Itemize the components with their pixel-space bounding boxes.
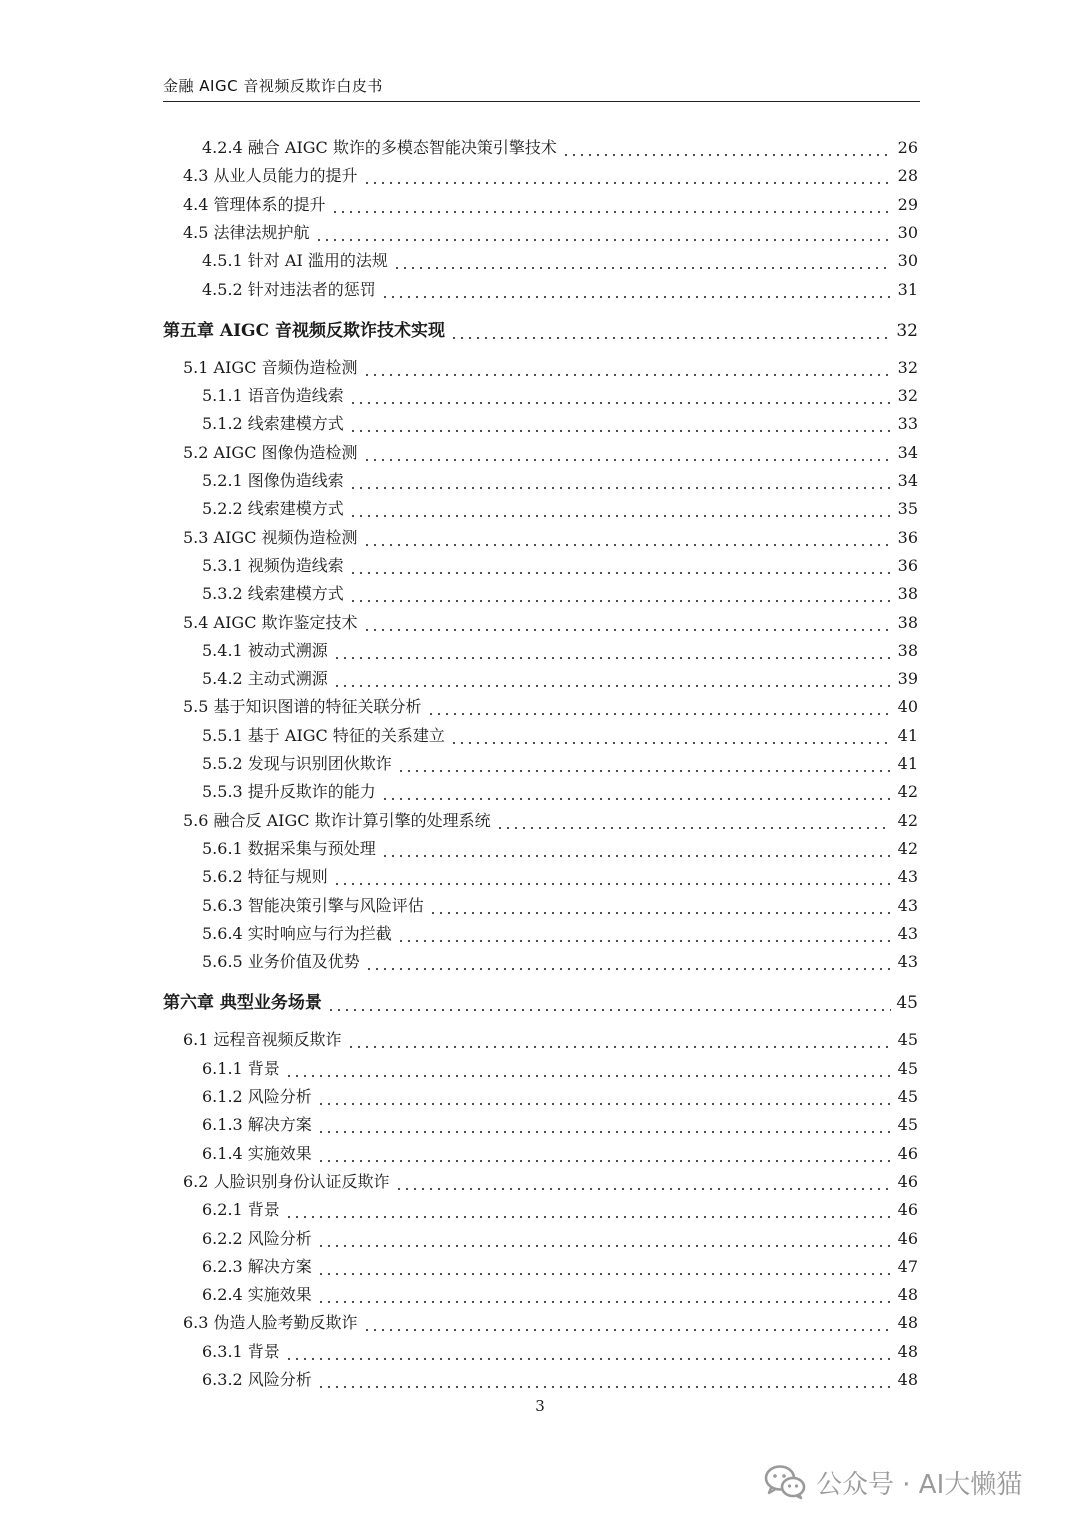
toc-dot-leader xyxy=(363,528,891,548)
toc-entry-row xyxy=(183,162,918,186)
toc-entry-row xyxy=(202,665,918,689)
toc-entry-title: 5.3.1 视频伪造线索 xyxy=(202,555,344,575)
toc-page-number: 32 xyxy=(897,357,918,377)
toc-entry-title: 6.3 伪造人脸考勤反欺诈 xyxy=(183,1313,358,1333)
toc-page-number: 43 xyxy=(897,952,918,972)
toc-page-number: 26 xyxy=(897,138,918,157)
toc-entry-title: 5.4 AIGC 欺诈鉴定技术 xyxy=(183,612,358,632)
toc-dot-leader xyxy=(363,443,891,463)
toc-page-number: 48 xyxy=(897,1313,918,1333)
toc-entry-title: 5.3 AIGC 视频伪造检测 xyxy=(183,527,358,547)
toc-entry-title: 5.5.2 发现与识别团伙欺诈 xyxy=(202,754,392,773)
toc-entry-row xyxy=(183,191,918,215)
wechat-icon xyxy=(762,1462,808,1502)
toc-entry-row xyxy=(202,892,918,916)
toc-entry-row xyxy=(202,920,918,944)
toc-entry-title: 5.5.1 基于 AIGC 特征的关系建立 xyxy=(202,725,445,745)
toc-entry-row xyxy=(183,1168,918,1192)
toc-entry-title: 5.6.4 实时响应与行为拦截 xyxy=(202,923,392,943)
toc-dot-leader xyxy=(349,471,891,491)
toc-page-number: 42 xyxy=(897,782,918,802)
toc-entry-title: 第六章 典型业务场景 xyxy=(163,993,322,1014)
toc-page-number: 45 xyxy=(897,1030,918,1050)
toc-entry-row xyxy=(202,552,918,576)
toc-entry-title: 5.5 基于知识图谱的特征关联分析 xyxy=(183,697,422,717)
toc-entry-row xyxy=(183,1309,918,1333)
toc-entry-row xyxy=(202,948,918,972)
toc-entry-row xyxy=(183,354,918,378)
toc-entry-row xyxy=(202,382,918,406)
toc-dot-leader xyxy=(349,386,891,406)
toc-entry-title: 6.1 远程音视频反欺诈 xyxy=(183,1030,342,1050)
toc-entry-title: 4.5.1 针对 AI 滥用的法规 xyxy=(202,251,388,271)
toc-page-number: 43 xyxy=(897,923,918,943)
toc-page-number: 32 xyxy=(896,320,918,341)
toc-page-number: 30 xyxy=(897,222,918,242)
toc-entry-title: 4.5 法律法规护航 xyxy=(183,222,310,242)
toc-entry-title: 5.6.1 数据采集与预处理 xyxy=(202,838,376,858)
toc-page-number: 40 xyxy=(897,697,918,717)
toc-dot-leader xyxy=(285,1342,891,1362)
toc-page-number: 34 xyxy=(897,471,918,490)
toc-entry-row xyxy=(183,609,918,633)
toc-dot-leader xyxy=(331,195,891,215)
toc-entry-title: 5.4.1 被动式溯源 xyxy=(202,640,328,660)
toc-dot-leader xyxy=(333,641,891,661)
toc-dot-leader xyxy=(317,1370,891,1390)
toc-page-number: 46 xyxy=(897,1143,918,1163)
toc-entry-row xyxy=(202,1253,918,1277)
toc-page-number: 42 xyxy=(897,838,918,858)
toc-entry-title: 5.5.3 提升反欺诈的能力 xyxy=(202,782,376,802)
toc-page-number: 30 xyxy=(897,251,918,271)
toc-dot-leader xyxy=(395,1172,891,1192)
toc-entry-title: 6.2 人脸识别身份认证反欺诈 xyxy=(183,1171,390,1191)
toc-dot-leader xyxy=(349,414,891,434)
toc-page-number: 38 xyxy=(897,612,918,632)
toc-page-number: 28 xyxy=(897,166,918,186)
toc-entry-row xyxy=(183,439,918,463)
toc-dot-leader xyxy=(317,1229,891,1249)
toc-entry-title: 5.2 AIGC 图像伪造检测 xyxy=(183,442,358,462)
toc-entry-title: 4.5.2 针对违法者的惩罚 xyxy=(202,279,376,299)
toc-dot-leader xyxy=(397,924,891,944)
toc-dot-leader xyxy=(363,358,891,378)
toc-entry-row xyxy=(202,637,918,661)
toc-entry-row xyxy=(202,410,918,434)
toc-entry-title: 5.6.2 特征与规则 xyxy=(202,867,328,887)
toc-entry-title: 4.2.4 融合 AIGC 欺诈的多模态智能决策引擎技术 xyxy=(202,138,557,157)
toc-entry-title: 6.2.2 风险分析 xyxy=(202,1228,312,1248)
toc-dot-leader xyxy=(381,839,891,859)
toc-page-number: 38 xyxy=(897,584,918,604)
toc-page-number: 42 xyxy=(897,810,918,830)
toc-chapter-row xyxy=(163,315,918,341)
toc-entry-title: 6.3.2 风险分析 xyxy=(202,1370,312,1389)
toc-dot-leader xyxy=(285,1059,891,1079)
toc-page-number: 41 xyxy=(897,725,918,745)
toc-page-number: 39 xyxy=(897,669,918,689)
toc-entry-title: 6.2.1 背景 xyxy=(202,1200,280,1220)
toc-dot-leader xyxy=(429,896,891,916)
toc-dot-leader xyxy=(393,251,891,271)
toc-page-number: 48 xyxy=(897,1285,918,1305)
toc-entry-title: 5.1.2 线索建模方式 xyxy=(202,414,344,434)
toc-dot-leader xyxy=(317,1087,891,1107)
toc-entry-row xyxy=(183,693,918,717)
toc-dot-leader xyxy=(349,556,891,576)
toc-page-number: 43 xyxy=(897,895,918,915)
toc-entry-row xyxy=(202,247,918,271)
toc-dot-leader xyxy=(327,993,891,1013)
toc-entry-title: 5.6.3 智能决策引擎与风险评估 xyxy=(202,895,424,915)
toc-entry-title: 5.6 融合反 AIGC 欺诈计算引擎的处理系统 xyxy=(183,810,491,830)
toc-page-number: 33 xyxy=(897,414,918,434)
toc-entry-title: 6.2.4 实施效果 xyxy=(202,1285,312,1305)
toc-dot-leader xyxy=(317,1115,891,1135)
watermark-text: 公众号 · AI大懒猫 xyxy=(816,1469,1023,1500)
toc-entry-row xyxy=(202,467,918,491)
toc-entry-title: 6.1.1 背景 xyxy=(202,1058,280,1078)
header-title: 金融 AIGC 音视频反欺诈白皮书 xyxy=(163,77,383,95)
toc-entry-row xyxy=(202,1196,918,1220)
toc-entry-row xyxy=(202,1083,918,1107)
toc-entry-title: 5.1.1 语音伪造线索 xyxy=(202,386,344,406)
toc-dot-leader xyxy=(363,613,891,633)
toc-dot-leader xyxy=(317,1285,891,1305)
toc-page-number: 45 xyxy=(897,1058,918,1078)
toc-dot-leader xyxy=(381,280,891,300)
page-header xyxy=(163,75,920,102)
toc-page-number: 34 xyxy=(897,442,918,462)
toc-page-number: 36 xyxy=(897,555,918,575)
toc-dot-leader xyxy=(315,223,891,243)
toc-entry-row xyxy=(202,1366,918,1390)
watermark xyxy=(762,1462,1022,1502)
toc-page-number: 35 xyxy=(897,499,918,519)
toc-entry-row xyxy=(183,219,918,243)
toc-entry-row xyxy=(183,524,918,548)
toc-entry-title: 6.1.4 实施效果 xyxy=(202,1143,312,1163)
page-number: 3 xyxy=(535,1397,545,1415)
toc-page-number: 48 xyxy=(897,1341,918,1361)
toc-entry-title: 6.3.1 背景 xyxy=(202,1341,280,1361)
toc-entry-row xyxy=(202,1281,918,1305)
toc-entry-title: 5.2.2 线索建模方式 xyxy=(202,499,344,519)
toc-dot-leader xyxy=(381,782,891,802)
toc-dot-leader xyxy=(427,697,891,717)
toc-entry-row xyxy=(202,1111,918,1135)
toc-page-number: 32 xyxy=(897,386,918,406)
toc-page-number: 45 xyxy=(897,1115,918,1135)
toc-dot-leader xyxy=(363,1313,891,1333)
toc-entry-row xyxy=(202,1225,918,1249)
toc-dot-leader xyxy=(562,138,891,158)
toc-entry-row xyxy=(183,1026,918,1050)
toc-entry-title: 6.1.2 风险分析 xyxy=(202,1087,312,1106)
toc-entry-row xyxy=(202,722,918,746)
toc-entry-title: 5.3.2 线索建模方式 xyxy=(202,584,344,604)
toc-entry-row xyxy=(202,750,918,774)
toc-dot-leader xyxy=(397,754,891,774)
toc-page-number: 45 xyxy=(896,993,918,1014)
toc-page-number: 31 xyxy=(897,279,918,299)
toc-entry-title: 6.2.3 解决方案 xyxy=(202,1256,312,1276)
toc-dot-leader xyxy=(496,811,891,831)
toc-dot-leader xyxy=(450,321,891,341)
toc-page-number: 43 xyxy=(897,867,918,887)
toc-entry-row xyxy=(202,495,918,519)
toc-page-number: 41 xyxy=(897,754,918,773)
toc-dot-leader xyxy=(363,166,891,186)
toc-entry-row xyxy=(202,580,918,604)
toc-entry-row xyxy=(202,1140,918,1164)
toc-page-number: 47 xyxy=(897,1256,918,1276)
toc-entry-title: 6.1.3 解决方案 xyxy=(202,1115,312,1135)
toc-entry-title: 4.3 从业人员能力的提升 xyxy=(183,166,358,186)
toc-dot-leader xyxy=(317,1257,891,1277)
toc-dot-leader xyxy=(285,1200,891,1220)
toc-dot-leader xyxy=(349,584,891,604)
toc-entry-row xyxy=(183,807,918,831)
toc-dot-leader xyxy=(349,499,891,519)
toc-entry-title: 5.2.1 图像伪造线索 xyxy=(202,471,344,490)
toc-chapter-row xyxy=(163,987,918,1013)
toc-dot-leader xyxy=(450,726,891,746)
toc-entry-title: 5.4.2 主动式溯源 xyxy=(202,669,328,689)
toc-entry-title: 5.1 AIGC 音频伪造检测 xyxy=(183,357,358,377)
toc-entry-row xyxy=(202,134,918,158)
toc-page-number: 45 xyxy=(897,1087,918,1106)
toc-dot-leader xyxy=(333,867,891,887)
toc-entry-row xyxy=(202,1055,918,1079)
toc-page-number: 46 xyxy=(897,1228,918,1248)
toc-page-number: 48 xyxy=(897,1370,918,1389)
toc-dot-leader xyxy=(365,952,891,972)
toc-entry-title: 4.4 管理体系的提升 xyxy=(183,194,326,214)
toc-entry-row xyxy=(202,863,918,887)
toc-page-number: 46 xyxy=(897,1200,918,1220)
toc-page-number: 29 xyxy=(897,194,918,214)
toc-entry-title: 5.6.5 业务价值及优势 xyxy=(202,952,360,972)
toc-dot-leader xyxy=(347,1030,891,1050)
toc-dot-leader xyxy=(333,669,891,689)
toc-dot-leader xyxy=(317,1144,891,1164)
toc-entry-row xyxy=(202,835,918,859)
toc-entry-row xyxy=(202,276,918,300)
toc-entry-row xyxy=(202,1338,918,1362)
toc-entry-row xyxy=(202,778,918,802)
toc-page-number: 46 xyxy=(897,1171,918,1191)
toc-entry-title: 第五章 AIGC 音视频反欺诈技术实现 xyxy=(163,320,446,341)
toc-page-number: 38 xyxy=(897,640,918,660)
toc-page-number: 36 xyxy=(897,527,918,547)
